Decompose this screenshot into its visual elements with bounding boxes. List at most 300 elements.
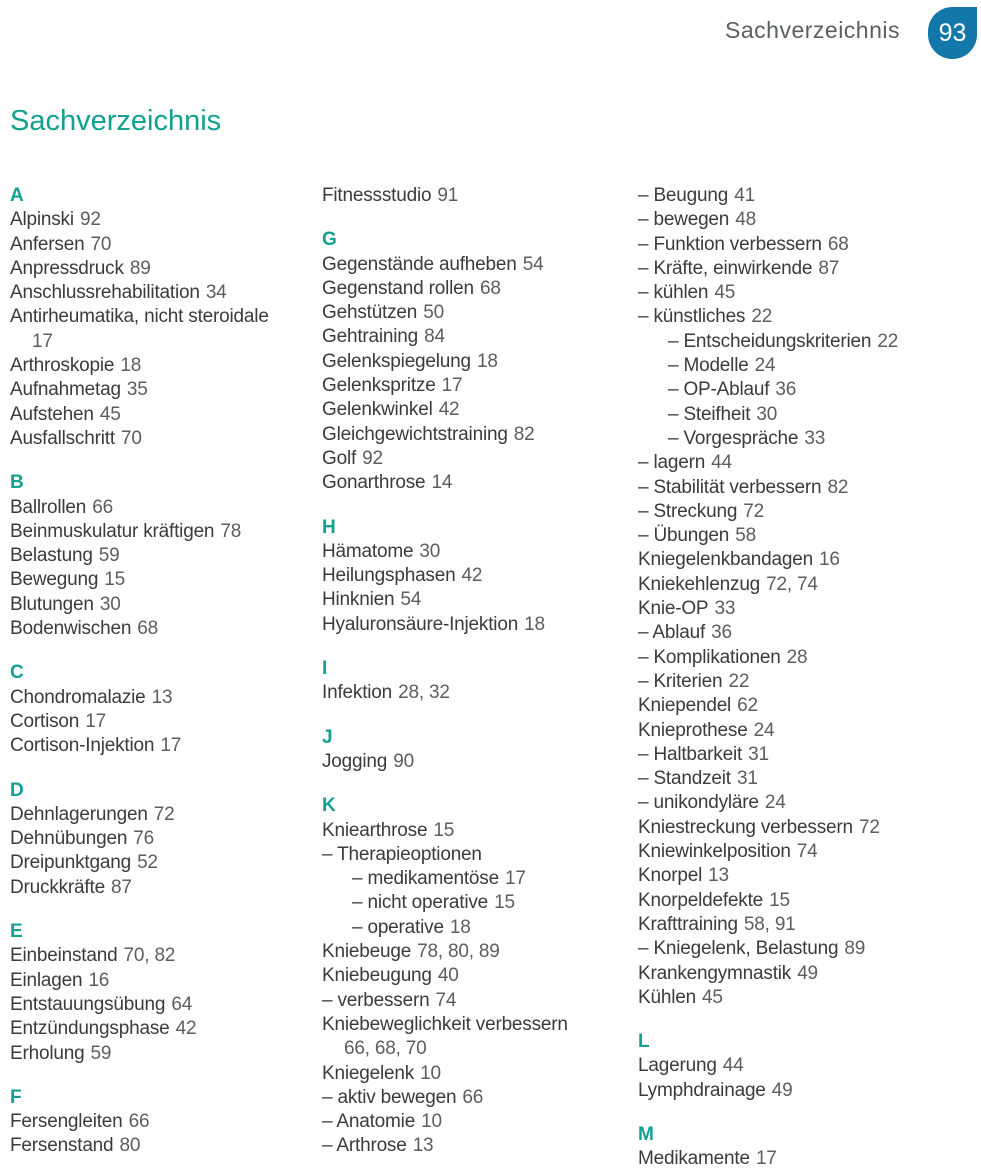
entry-page-numbers: 80 [119, 1135, 141, 1157]
index-entry [322, 1062, 628, 1086]
entry-term: Kniearthrose [322, 819, 428, 841]
index-entry [10, 710, 312, 734]
entry-page-numbers: 17 [160, 735, 182, 757]
section-letter: B [10, 472, 24, 494]
index-entry [10, 496, 312, 520]
entry-term: – Standzeit [638, 768, 731, 790]
entry-page-numbers: 50 [423, 302, 444, 324]
entry-page-numbers: 24 [754, 355, 776, 377]
page-number: 93 [938, 18, 967, 47]
index-entry [322, 1086, 628, 1110]
index-entry [352, 891, 628, 915]
entry-page-numbers: 49 [797, 962, 818, 984]
index-section-continued [638, 184, 981, 1010]
entry-page-numbers: 28, 32 [398, 682, 450, 704]
entry-page-numbers: 58 [735, 525, 756, 547]
index-entry [638, 937, 981, 961]
index-entry [10, 1017, 312, 1041]
entry-term: – Übungen [638, 525, 730, 547]
index-entry [638, 184, 981, 208]
entry-term: Lagerung [638, 1055, 717, 1077]
entry-term: Dehnlagerungen [10, 803, 148, 825]
index-entry [668, 354, 981, 378]
entry-term: Golf [322, 447, 357, 469]
entry-term: – operative [352, 916, 444, 938]
index-entry [10, 876, 312, 900]
entry-term: Kniekehlenzug [638, 573, 761, 595]
entry-term: – Entscheidungskriterien [668, 330, 872, 352]
index-entry [10, 993, 312, 1017]
index-entry [638, 864, 981, 888]
entry-term: – nicht operative [352, 892, 489, 914]
index-entry [638, 840, 981, 864]
entry-page-numbers: 68 [137, 618, 158, 640]
entry-term: – Modelle [668, 355, 749, 377]
entry-page-numbers: 45 [99, 403, 121, 425]
entry-term: Krafttraining [638, 913, 738, 935]
entry-page-numbers: 18 [477, 350, 498, 372]
section-letter: I [322, 658, 328, 680]
entry-page-numbers: 49 [771, 1079, 793, 1101]
entry-page-numbers: 17 [505, 868, 526, 890]
entry-page-numbers: 58, 91 [743, 913, 796, 935]
index-entry [322, 350, 628, 374]
entry-page-numbers: 41 [734, 185, 755, 206]
index-entry [322, 989, 628, 1013]
entry-term: Gelenkspritze [322, 375, 436, 397]
entry-term: – Kriterien [638, 670, 723, 692]
entry-term: Medikamente [638, 1148, 750, 1170]
entry-term: Entzündungsphase [10, 1018, 170, 1040]
entry-page-numbers: 89 [844, 938, 866, 960]
page-number-badge [928, 7, 977, 59]
entry-term: Kniewinkelposition [638, 841, 791, 863]
index-entry [10, 520, 312, 544]
index-entry [638, 791, 981, 815]
entry-term: – Beugung [638, 185, 729, 206]
entry-page-numbers: 31 [736, 768, 758, 790]
section-letter: J [322, 726, 333, 748]
index-section-m [638, 1123, 981, 1172]
entry-page-numbers: 70 [90, 233, 112, 255]
entry-term: Kniestreckung verbessern [638, 816, 853, 838]
entry-term: Kniebeweglichkeit verbessern [322, 1013, 568, 1035]
index-entry [638, 694, 981, 718]
entry-page-numbers: 66, 68, 70 [344, 1038, 427, 1060]
entry-term: Knieprothese [638, 719, 748, 741]
section-letter: K [322, 795, 336, 817]
index-entry [322, 423, 628, 447]
entry-page-numbers: 13 [412, 1135, 434, 1157]
index-entry [638, 597, 981, 621]
index-columns [10, 184, 981, 1172]
entry-page-numbers: 42 [175, 1018, 197, 1040]
index-section-i [322, 657, 628, 706]
entry-term: Blutungen [10, 593, 94, 615]
entry-page-numbers: 30 [419, 540, 441, 562]
index-entry [638, 816, 981, 840]
entry-term: Jogging [322, 750, 388, 772]
entry-term: Gleichgewichtstraining [322, 423, 508, 445]
index-entry [638, 621, 981, 645]
entry-page-numbers: 76 [133, 828, 155, 850]
entry-page-numbers: 30 [99, 593, 121, 615]
index-entry [638, 281, 981, 305]
entry-page-numbers: 36 [775, 379, 797, 401]
index-column-1 [10, 184, 312, 1172]
index-entry [322, 1134, 628, 1158]
entry-term: Arthroskopie [10, 355, 115, 377]
index-section-g [322, 228, 628, 495]
index-entry [638, 524, 981, 548]
index-entry [638, 573, 981, 597]
index-section-j [322, 726, 628, 775]
index-entry [10, 593, 312, 617]
entry-term: Gehtraining [322, 326, 419, 348]
index-entry [10, 233, 312, 257]
entry-page-numbers: 24 [753, 719, 775, 741]
entry-term: Gelenkspiegelung [322, 350, 471, 372]
index-entry [322, 843, 628, 867]
entry-page-numbers: 33 [804, 427, 826, 449]
entry-term: Ballrollen [10, 496, 87, 518]
entry-page-numbers: 36 [711, 622, 732, 644]
section-letter: H [322, 516, 336, 538]
entry-page-numbers: 31 [748, 743, 769, 765]
index-entry [322, 750, 628, 774]
entry-page-numbers: 72 [743, 500, 765, 522]
entry-page-numbers: 84 [424, 326, 445, 348]
index-entry [10, 568, 312, 592]
entry-page-numbers: 68 [827, 233, 849, 255]
entry-page-numbers: 10 [420, 1062, 441, 1084]
index-entry [322, 325, 628, 349]
index-entry [352, 867, 628, 891]
index-entry [668, 403, 981, 427]
index-entry [10, 257, 312, 281]
entry-term: Alpinski [10, 209, 74, 231]
entry-term: Hinknien [322, 589, 395, 611]
entry-page-numbers: 44 [722, 1055, 744, 1077]
entry-page-numbers: 66 [128, 1111, 150, 1133]
entry-term: Knie-OP [638, 598, 709, 620]
entry-page-numbers: 72, 74 [766, 573, 818, 595]
entry-term: – kühlen [638, 282, 709, 304]
index-entry [10, 734, 312, 758]
entry-term: Antirheumatika, nicht steroidale [10, 306, 269, 328]
index-entry [10, 1042, 312, 1066]
section-letter: D [10, 779, 24, 801]
index-entry [322, 819, 628, 843]
index-entry [322, 447, 628, 471]
entry-page-numbers: 74 [435, 989, 457, 1011]
index-entry [322, 277, 628, 301]
index-entry [668, 378, 981, 402]
entry-term: – verbessern [322, 989, 430, 1011]
entry-term: Krankengymnastik [638, 962, 792, 984]
entry-page-numbers: 13 [708, 865, 729, 887]
entry-term: Knorpeldefekte [638, 889, 764, 911]
entry-page-numbers: 92 [79, 209, 101, 231]
index-entry [638, 1079, 981, 1103]
entry-term: Infektion [322, 682, 393, 704]
index-entry [322, 184, 628, 208]
index-entry [638, 451, 981, 475]
index-entry [10, 803, 312, 827]
index-entry [10, 378, 312, 402]
entry-term: Cortison-Injektion [10, 735, 155, 757]
entry-term: – künstliches [638, 306, 746, 328]
entry-page-numbers: 15 [433, 819, 455, 841]
entry-term: Kühlen [638, 986, 696, 1008]
entry-page-numbers: 40 [437, 965, 459, 987]
index-section-b [10, 471, 312, 641]
entry-page-numbers: 54 [400, 589, 422, 611]
entry-page-numbers: 68 [479, 277, 501, 299]
entry-term: Hyaluronsäure-Injektion [322, 613, 519, 635]
entry-term: Kniegelenkbandagen [638, 549, 813, 571]
section-letter: A [10, 185, 24, 206]
index-entry [638, 257, 981, 281]
entry-term: – Kniegelenk, Belastung [638, 938, 839, 960]
entry-page-numbers: 70 [120, 427, 142, 449]
index-entry [10, 281, 312, 305]
entry-term: Fersenstand [10, 1135, 114, 1157]
index-entry [668, 427, 981, 451]
entry-term: Gelenkwinkel [322, 399, 433, 421]
index-entry [638, 548, 981, 572]
section-letter: E [10, 921, 23, 943]
running-head-title: Sachverzeichnis [725, 17, 900, 43]
entry-page-numbers: 17 [755, 1148, 777, 1170]
entry-term: Aufstehen [10, 403, 94, 425]
index-entry [10, 686, 312, 710]
entry-page-numbers: 22 [728, 670, 750, 692]
entry-term: Belastung [10, 545, 93, 567]
entry-page-numbers: 82 [513, 423, 535, 445]
entry-page-numbers: 92 [362, 447, 383, 469]
index-entry [10, 1134, 312, 1158]
entry-term: Heilungsphasen [322, 565, 456, 587]
index-entry [352, 916, 628, 940]
index-section-c [10, 661, 312, 758]
index-entry [322, 540, 628, 564]
entry-term: – Ablauf [638, 622, 706, 644]
entry-page-numbers: 74 [796, 841, 818, 863]
entry-term: Kniebeuge [322, 941, 412, 963]
entry-page-numbers: 82 [827, 476, 849, 498]
entry-page-numbers: 15 [104, 569, 126, 591]
entry-term: – Steifheit [668, 403, 751, 425]
entry-page-numbers: 18 [524, 613, 545, 635]
index-entry [10, 827, 312, 851]
index-entry [638, 986, 981, 1010]
entry-term: – Streckung [638, 500, 738, 522]
page-title: Sachverzeichnis [10, 105, 222, 137]
entry-term: Gegenstand rollen [322, 277, 474, 299]
entry-page-numbers: 59 [90, 1042, 112, 1064]
entry-page-numbers: 52 [137, 852, 158, 874]
index-entry-continuation [32, 330, 312, 354]
entry-term: Dreipunktgang [10, 852, 131, 874]
index-entry [322, 301, 628, 325]
index-entry [10, 354, 312, 378]
index-entry [638, 476, 981, 500]
index-entry [638, 767, 981, 791]
section-letter: L [638, 1031, 650, 1053]
entry-page-numbers: 45 [702, 986, 723, 1008]
index-entry [638, 962, 981, 986]
entry-term: Anschlussrehabilitation [10, 282, 200, 304]
entry-term: – bewegen [638, 209, 730, 231]
entry-page-numbers: 45 [714, 282, 736, 304]
entry-term: Kniebeugung [322, 965, 432, 987]
entry-page-numbers: 78, 80, 89 [417, 941, 500, 963]
entry-page-numbers: 78 [220, 520, 242, 542]
entry-term: – lagern [638, 452, 706, 474]
index-entry [10, 544, 312, 568]
entry-page-numbers: 13 [151, 686, 173, 708]
section-letter: C [10, 662, 24, 684]
entry-term: Anpressdruck [10, 257, 124, 279]
entry-term: Bodenwischen [10, 618, 132, 640]
entry-page-numbers: 18 [120, 355, 142, 377]
index-section-e [10, 920, 312, 1066]
entry-term: – medikamentöse [352, 868, 499, 890]
index-entry [322, 1110, 628, 1134]
entry-page-numbers: 15 [769, 889, 790, 911]
entry-page-numbers: 24 [764, 792, 786, 814]
index-entry [10, 427, 312, 451]
entry-term: – aktiv bewegen [322, 1086, 457, 1108]
entry-page-numbers: 34 [205, 282, 227, 304]
index-entry-continuation [344, 1037, 628, 1061]
entry-term: Aufnahmetag [10, 379, 121, 401]
entry-term: Anfersen [10, 233, 85, 255]
index-entry [322, 374, 628, 398]
entry-page-numbers: 42 [461, 565, 483, 587]
entry-term: Bewegung [10, 569, 99, 591]
entry-term: – Anatomie [322, 1111, 416, 1133]
entry-page-numbers: 22 [751, 306, 773, 328]
entry-page-numbers: 42 [438, 399, 460, 421]
entry-term: Lymphdrainage [638, 1079, 766, 1101]
entry-page-numbers: 87 [818, 257, 840, 279]
entry-page-numbers: 48 [735, 209, 756, 231]
index-column-3 [638, 184, 981, 1172]
entry-term: Gonarthrose [322, 472, 426, 494]
index-entry [322, 564, 628, 588]
entry-term: – Therapieoptionen [322, 843, 482, 865]
entry-page-numbers: 22 [877, 330, 899, 352]
entry-term: Dehnübungen [10, 828, 128, 850]
index-entry [322, 471, 628, 495]
entry-term: Knorpel [638, 865, 703, 887]
section-letter: F [10, 1086, 22, 1108]
entry-term: Hämatome [322, 540, 414, 562]
index-entry [638, 1054, 981, 1078]
entry-term: – Vorgespräche [668, 427, 799, 449]
entry-term: Druckkräfte [10, 876, 105, 898]
index-entry [10, 969, 312, 993]
entry-page-numbers: 62 [737, 695, 758, 717]
index-entry [322, 253, 628, 277]
entry-page-numbers: 17 [85, 710, 106, 732]
index-entry [638, 208, 981, 232]
index-entry [322, 681, 628, 705]
index-entry [322, 1013, 628, 1037]
index-entry [10, 851, 312, 875]
index-entry [638, 913, 981, 937]
entry-page-numbers: 35 [126, 379, 148, 401]
index-entry [668, 330, 981, 354]
entry-term: – Haltbarkeit [638, 743, 743, 765]
entry-term: – Funktion verbessern [638, 233, 822, 255]
index-entry [638, 1147, 981, 1171]
entry-term: Chondromalazie [10, 686, 146, 708]
entry-term: – unikondyläre [638, 792, 759, 814]
index-entry [322, 588, 628, 612]
entry-term: Cortison [10, 710, 80, 732]
entry-page-numbers: 17 [32, 330, 53, 352]
entry-page-numbers: 15 [494, 892, 515, 914]
entry-page-numbers: 90 [393, 750, 414, 772]
index-entry [10, 1110, 312, 1134]
entry-page-numbers: 44 [711, 452, 732, 474]
entry-page-numbers: 18 [449, 916, 471, 938]
index-entry [638, 233, 981, 257]
index-entry [638, 670, 981, 694]
section-letter: G [322, 229, 337, 251]
entry-page-numbers: 16 [819, 549, 840, 571]
entry-term: Kniegelenk [322, 1062, 415, 1084]
entry-term: Fersengleiten [10, 1111, 123, 1133]
entry-term: Erholung [10, 1042, 85, 1064]
entry-page-numbers: 64 [171, 993, 193, 1015]
entry-page-numbers: 66 [462, 1086, 484, 1108]
entry-page-numbers: 72 [858, 816, 880, 838]
entry-term: Ausfallschritt [10, 427, 115, 449]
entry-term: Gehstützen [322, 302, 418, 324]
entry-page-numbers: 17 [441, 375, 463, 397]
section-letter: M [638, 1123, 654, 1145]
index-entry [10, 208, 312, 232]
entry-page-numbers: 28 [786, 646, 808, 668]
entry-term: – OP-Ablauf [668, 379, 770, 401]
entry-page-numbers: 30 [756, 403, 778, 425]
entry-term: Einlagen [10, 969, 83, 991]
entry-term: Beinmuskulatur kräftigen [10, 520, 215, 542]
entry-term: – Kräfte, einwirkende [638, 257, 813, 279]
index-entry [638, 500, 981, 524]
index-entry [322, 398, 628, 422]
index-entry [10, 403, 312, 427]
index-section-d [10, 779, 312, 900]
entry-page-numbers: 70, 82 [123, 945, 176, 967]
index-section-k [322, 794, 628, 1158]
entry-term: – Arthrose [322, 1135, 407, 1157]
index-entry [10, 305, 312, 329]
index-section-l [638, 1030, 981, 1103]
entry-term: Gegenstände aufheben [322, 253, 517, 275]
index-entry [638, 889, 981, 913]
index-entry [322, 613, 628, 637]
entry-page-numbers: 54 [522, 253, 544, 275]
index-section-continued [322, 184, 628, 208]
entry-page-numbers: 59 [98, 545, 120, 567]
entry-term: Entstauungsübung [10, 993, 166, 1015]
entry-page-numbers: 91 [437, 185, 459, 206]
